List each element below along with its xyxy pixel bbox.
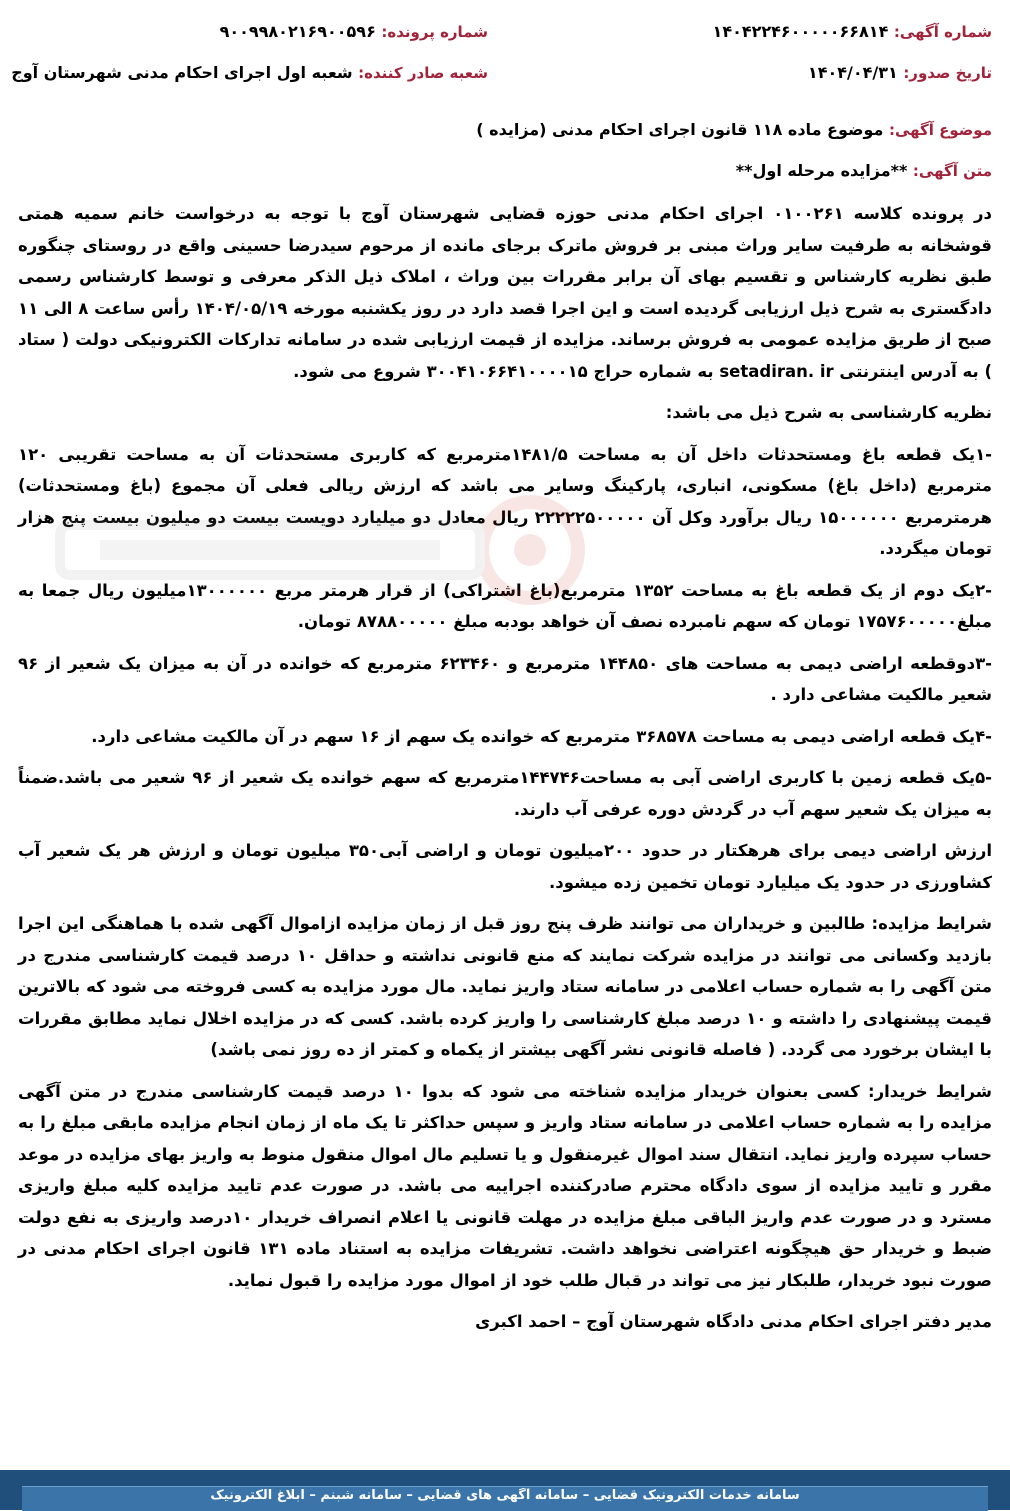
paragraph-buyer-conditions: شرایط خریدار: کسی بعنوان خریدار مزایده شناخته می شود که بدوا ۱۰ درصد قیمت کارشناسی مندرج در متن آگهی مزایده را به شماره حساب اعلامی در سامانه ستاد واریز و سپس حداکثر تا یک ماه از زمان انجام مزایده مابقی مبلغ را به حساب سپرده واریز نماید. انتقال سند اموال غیرمنقول و یا تسلیم مال اموال منقول منوط به واریز بهای مزایده در موعد مقرر و تایید مزایده از سوی دادگاه محترم صادرکننده اجراییه می باشد. در صورت عدم تایید مزایده کلیه مبلغ واریزی مسترد و در صورت عدم واریز الباقی مبلغ مزایده در مهلت قانونی یا اعلام انصراف خریدار ۱۰درصد واریزی به نفع دولت ضبط و خریدار حق هیچگونه اعتراضی نخواهد داشت. تشریفات مزایده به استناد ماده ۱۳۱ قانون اجرای احکام مدنی در صورت نبود خریدار، طلبکار نیز می تواند در قبال طلب خود از اموال مورد مزایده را قبول نماید.: [18, 1081, 993, 1290]
header-row-2: [11, 63, 992, 82]
paragraph-auction-conditions: شرایط مزایده: طالبین و خریداران می توانند ظرف پنج روز قبل از زمان مزایده ازاموال آگهی شده با هماهنگی این اجرا بازدید وکسانی می توانند در مزایده شرکت نمایند که منع قانونی نداشته و حداقل ۱۰ درصد قیمت کارشناسی مندرج در متن آگهی را به شماره حساب اعلامی در سامانه ستاد واریز نماید. مال مورد مزایده به کسی فروخته می شود که بالاترین قیمت پیشنهادی را داشته و ۱۰ درصد مبلغ کارشناسی را واریز کرده باشد. کسی که در مزایده اخلال نماید مطابق مقررات با ایشان برخورد می گردد. ( فاصله قانونی نشر آگهی بیشتر از یکماه و کمتر از ده روز نمی باشد): [18, 914, 993, 1059]
paragraph-item-5: -۵یک قطعه زمین با کاربری اراضی آبی به مساحت۱۴۴۷۴۶مترمربع که سهم خوانده یک شعیر از ۹۶ شعیر می باشد.ضمناً به میزان یک شعیر سهم آب در گردش دوره عرفی آب دارند.: [18, 768, 992, 819]
ad-number-label: شماره آگهی:: [893, 23, 992, 41]
paragraph-item-1: -۱یک قطعه باغ ومستحدثات داخل آن به مساحت ۱۴۸۱/۵مترمربع که کاربری مستحدثات آن به مساحت تقریبی ۱۲۰ مترمربع (داخل باغ) مسکونی، انباری، پارکینگ وسایر می باشد که ارزش ریالی فعلی آن مجموع (باغ ومستحدثات) هرمترمربع ۱۵۰۰۰۰۰۰ ریال برآورد وکل آن ۲۲۲۲۲۵۰۰۰۰۰ ریال معادل دو میلیارد دویست بیست دو میلیون بیست پنج هزار تومان میگردد.: [18, 444, 992, 558]
ad-number-value: ۱۴۰۴۲۲۴۶۰۰۰۰۰۶۶۸۱۴: [712, 22, 889, 41]
case-number-label: شماره پرونده:: [381, 23, 488, 41]
footer: [0, 1470, 1010, 1510]
text-label: متن آگهی:: [912, 162, 992, 180]
subject-value: موضوع ماده ۱۱۸ قانون اجرای احکام مدنی (مزایده ): [476, 120, 884, 139]
paragraph-item-4: -۴یک قطعه اراضی دیمی به مساحت ۳۶۸۵۷۸ مترمربع که خوانده یک سهم از ۱۶ سهم در آن مالکیت مشاعی دارد.: [91, 726, 992, 746]
paragraph-expert-heading: نظریه کارشناسی به شرح ذیل می باشد:: [665, 403, 992, 422]
paragraph-intro: در پرونده کلاسه ۰۱۰۰۲۶۱ اجرای احکام مدنی حوزه قضایی شهرستان آوج با توجه به درخواست خانم سمیه همتی قوشخانه به طرفیت سایر وراث مبنی بر فروش ماترک برجای مانده از مرحوم سیدرضا حسینی واقع در روستای چنگوره طبق نظریه کارشناس و تقسیم بهای آن برابر مقررات بین وراث ، املاک ذیل الذکر معرفی و توسط کارشناس رسمی دادگستری به شرح ذیل ارزیابی گردیده است و این اجرا قصد دارد در روز یکشنبه مورخه ۱۴۰۴/۰۵/۱۹ رأس ساعت ۸ الی ۱۱ صبح از طریق مزایده عمومی به فروش برساند. مزایده از قیمت ارزیابی شده در سامانه تدارکات الکترونیکی دولت ( ستاد ) به آدرس اینترنتی setadiran. ir به شماره حراج ۳۰۰۴۱۰۶۶۴۱۰۰۰۰۱۵ شروع می شود.: [18, 204, 992, 381]
issue-date-field: [522, 63, 992, 82]
issuer-field: [11, 63, 488, 82]
text-title-field: [18, 161, 992, 180]
paragraph-item-3: -۳دوقطعه اراضی دیمی به مساحت های ۱۴۴۸۵۰ مترمربع و ۶۲۳۴۶۰ مترمربع که خوانده در آن به میزان یک شعیر از ۹۶ شعیر مالکیت مشاعی دارد .: [18, 653, 992, 704]
subject-field: [18, 120, 992, 139]
text-title: **مزایده مرحله اول**: [735, 161, 908, 180]
header-row-1: [18, 22, 992, 41]
subject-label: موضوع آگهی:: [888, 121, 992, 139]
issue-date-label: تاریخ صدور:: [903, 64, 992, 82]
case-number-field: [18, 22, 488, 41]
paragraph-valuation: ارزش اراضی دیمی برای هرهکتار در حدود ۲۰۰میلیون تومان و اراضی آبی۳۵۰ میلیون تومان و ارزش هر یک شعیر آب کشاورزی در حدود یک میلیارد تومان تخمین زده میشود.: [18, 841, 992, 892]
ad-number-field: [522, 22, 992, 41]
issuer-label: شعبه صادر کننده:: [358, 64, 488, 82]
notice-body: [18, 198, 992, 1338]
signature: مدیر دفتر اجرای احکام مدنی دادگاه شهرستان آوج – احمد اکبری: [475, 1312, 992, 1331]
issue-date-value: ۱۴۰۴/۰۴/۳۱: [807, 63, 898, 82]
footer-text: سامانه خدمات الکترونیک قضایی – سامانه آگهی های قضایی – سامانه شبنم – ابلاغ الکترونیک: [210, 1488, 800, 1503]
case-number-value: ۹۰۰۹۹۸۰۲۱۶۹۰۰۵۹۶: [219, 22, 376, 41]
paragraph-item-2: -۲یک دوم از یک قطعه باغ به مساحت ۱۳۵۲ مترمربع(باغ اشتراکی) از قرار هرمتر مربع ۱۳۰۰۰۰۰۰میلیون ریال جمعا به مبلغ۱۷۵۷۶۰۰۰۰۰ تومان که سهم نامبرده نصف آن خواهد بودبه مبلغ ۸۷۸۸۰۰۰۰۰ تومان.: [18, 580, 992, 631]
issuer-value: شعبه اول اجرای احکام مدنی شهرستان آوج: [11, 63, 353, 82]
